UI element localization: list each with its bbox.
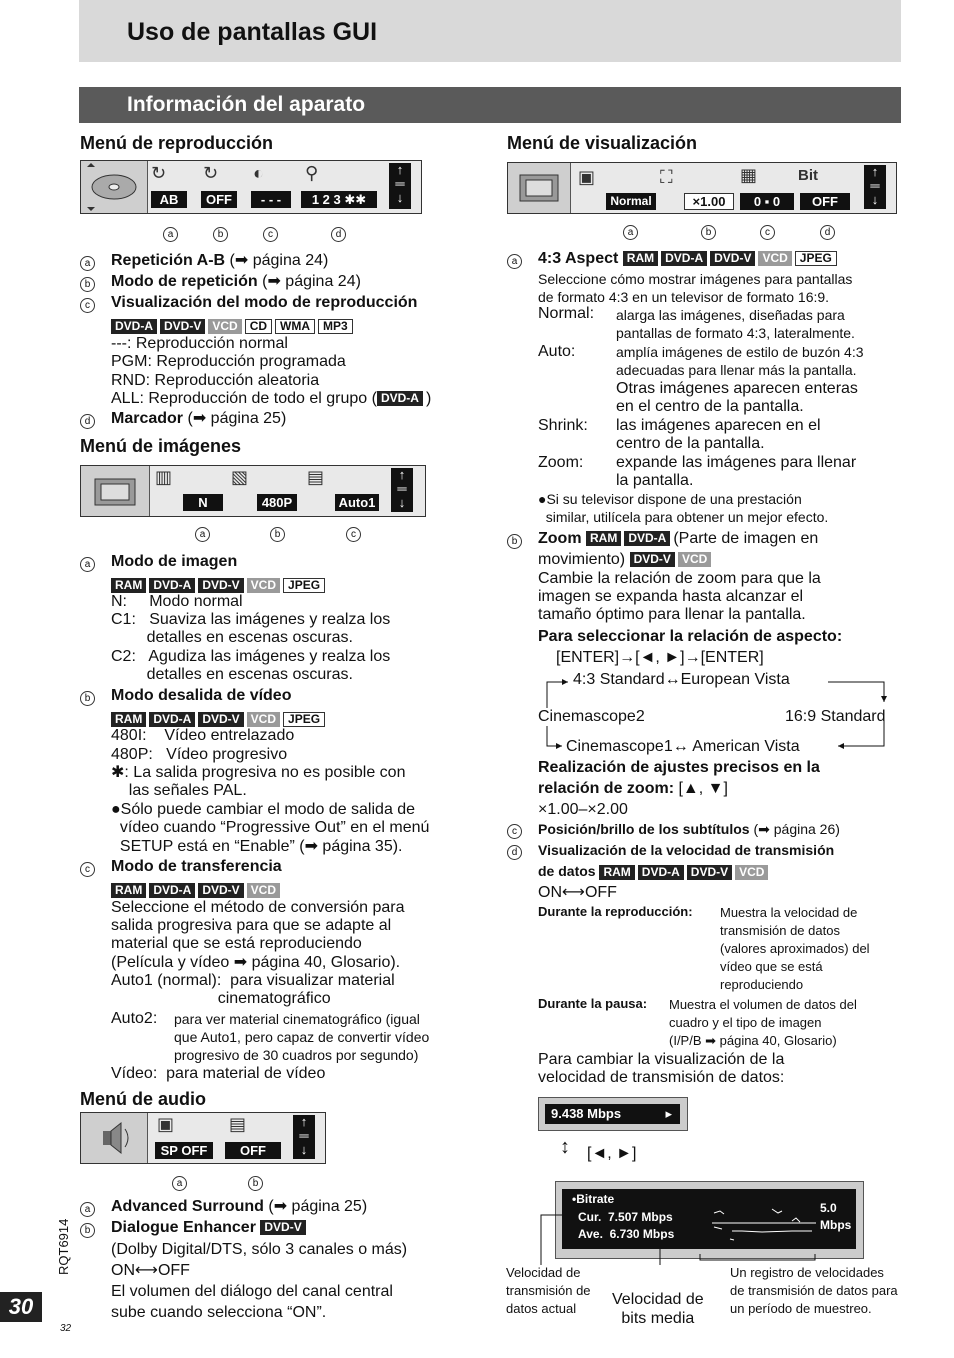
playback-item-c: Visualización del modo de reproducción xyxy=(111,294,418,311)
playback-menu-heading: Menú de reproducción xyxy=(80,133,274,153)
subtitle-icon: ▦ xyxy=(740,165,758,185)
callout-c: c xyxy=(346,527,361,542)
text-line: similar, utilícela para obtener un mejor efecto. xyxy=(538,509,829,525)
bitrate-item: Visualización de la velocidad de transmisión xyxy=(538,842,835,858)
marker-icon: ⚲ xyxy=(305,163,319,183)
text-line: ●Sólo puede cambiar el modo de salida de xyxy=(111,801,416,818)
marker-value[interactable]: 1 2 3 ✱✱ xyxy=(301,191,377,208)
bitrate-item-line2: de datos RAM DVD-A DVD-V VCD xyxy=(538,863,771,880)
text-line: Auto1 (normal): para visualizar material xyxy=(111,972,395,989)
text-line: RND: Reproducción aleatoria xyxy=(111,372,320,389)
callout-d: d xyxy=(331,227,346,242)
surround-value[interactable]: SP OFF xyxy=(155,1142,213,1159)
text-line: Cambie la relación de zoom para que la xyxy=(538,570,821,587)
repeat-icon: ↻ xyxy=(203,163,219,183)
text-line: detalles en escenas oscuras. xyxy=(111,629,353,646)
text-line: las imágenes aparecen en el xyxy=(616,417,821,434)
subtitle-value[interactable]: 0 ▪ 0 xyxy=(740,193,794,210)
repeat-ab-icon: ↻ xyxy=(151,163,167,183)
up-down-icon[interactable]: ↑ ═ ↓ xyxy=(391,468,413,512)
text-line: Otras imágenes aparecen enteras xyxy=(616,380,858,397)
text-line: tamaño óptimo para llenar la pantalla. xyxy=(538,606,806,623)
zoom-item-line2: movimiento) DVD-V VCD xyxy=(538,551,714,570)
caption-log: Un registro de velocidades de transmisión de datos para un período de muestreo. xyxy=(730,1265,898,1316)
play-mode-icon: ◐ xyxy=(253,163,264,183)
item-letter: c xyxy=(80,298,95,313)
dialogue-item: Dialogue Enhancer DVD-V xyxy=(111,1219,309,1238)
text-line: Seleccione cómo mostrar imágenes para pantallas xyxy=(538,271,853,287)
text-line: sube cuando selecciona “ON”. xyxy=(111,1304,327,1321)
text-line: amplía imágenes de estilo de buzón 4:3 xyxy=(616,344,864,360)
small-page-number: 32 xyxy=(60,1323,72,1334)
playback-item-b: Modo de repetición (➡ página 24) xyxy=(111,273,361,290)
caption-current: Velocidad de transmisión de datos actual xyxy=(506,1265,591,1316)
callout-a: a xyxy=(195,527,210,542)
item-letter: d xyxy=(80,414,95,429)
item-letter: c xyxy=(507,824,522,839)
text-line: progresivo de 30 cuadros por segundo) xyxy=(174,1047,419,1063)
picture-mode-value[interactable]: N xyxy=(183,494,223,511)
text-line: ●Si su televisor dispone de una prestación xyxy=(538,491,802,507)
picture-menu-heading: Menú de imágenes xyxy=(80,436,242,456)
text-line: 480I: Vídeo entrelazado xyxy=(111,727,295,744)
callout-b: b xyxy=(270,527,285,542)
select-aspect-title: Para seleccionar la relación de aspecto: xyxy=(538,628,843,645)
text-line: para ver material cinematográfico (igual xyxy=(174,1011,420,1027)
picture-osd xyxy=(80,465,426,517)
fine-adjust-line: relación de zoom: [▲, ▼] xyxy=(538,780,728,797)
callout-c: c xyxy=(263,227,278,242)
text-line: ✱: La salida progresiva no es posible con xyxy=(111,764,406,781)
callout-b: b xyxy=(213,227,228,242)
cycle-row1: 4:3 Standard↔European Vista xyxy=(573,671,790,688)
text-line: Vídeo: para material de vídeo xyxy=(111,1065,326,1082)
text-line: material que se está reproduciendo xyxy=(111,935,362,952)
item-letter: b xyxy=(507,534,522,549)
zoom-value[interactable]: ×1.00 xyxy=(684,193,734,210)
item-letter: d xyxy=(507,845,522,860)
text-line: Seleccione el método de conversión para xyxy=(111,899,405,916)
callout-b: b xyxy=(701,225,716,240)
playback-item-d: Marcador (➡ página 25) xyxy=(111,410,287,427)
video-out-icon: ▧ xyxy=(231,467,249,487)
up-down-icon[interactable]: ↑ ═ ↓ xyxy=(864,165,886,209)
callout-a: a xyxy=(163,227,178,242)
mode-key: Zoom: xyxy=(538,454,584,471)
text-line: vídeo cuando “Progressive Out” en el menú xyxy=(111,819,430,836)
bitrate-small-display[interactable]: 9.438 Mbps ▸ xyxy=(545,1104,680,1124)
bitrate-average: Ave. 6.730 Mbps xyxy=(578,1227,675,1241)
dialogue-value[interactable]: OFF xyxy=(225,1142,281,1159)
text-line: C1: Suaviza las imágenes y realza los xyxy=(111,611,391,628)
section-bar xyxy=(79,87,901,123)
section-title: Información del aparato xyxy=(127,93,366,116)
bitrate-title: •Bitrate xyxy=(572,1192,615,1206)
toggle-keys: [◄, ►] xyxy=(587,1145,637,1162)
transfer-icon: ▤ xyxy=(307,467,325,487)
play-arrow-icon: ▸ xyxy=(665,1106,672,1121)
disc-icon xyxy=(81,161,148,213)
text-line: SETUP está en “Enable” (➡ página 35). xyxy=(111,838,403,855)
cycle-cinemascope2: Cinemascope2 xyxy=(538,708,645,725)
text-line: centro de la pantalla. xyxy=(616,435,765,452)
bitrate-scale: 5.0 xyxy=(820,1201,837,1215)
item-letter: a xyxy=(507,254,522,269)
tag-row: RAM DVD-A DVD-V VCD xyxy=(111,882,283,900)
cycle-row3: Cinemascope1↔ American Vista xyxy=(566,738,800,755)
picture-mode-label: Modo de imagen xyxy=(111,553,238,570)
text-line: de formato 4:3 en un televisor de formato 16:9. xyxy=(538,289,830,305)
text-line: 480P: Vídeo progresivo xyxy=(111,746,288,763)
text-line: C2: Agudiza las imágenes y realza los xyxy=(111,648,391,665)
subtitle-item: Posición/brillo de los subtítulos (➡ página 26) xyxy=(538,821,840,837)
text-line: alarga las imágenes, diseñadas para xyxy=(616,307,845,323)
cycle-169-standard: 16:9 Standard xyxy=(785,708,886,725)
title-bar xyxy=(79,0,901,62)
text-line: cinematográfico xyxy=(111,990,331,1007)
aspect-icon: ▣ xyxy=(578,167,596,187)
bitrate-small-frame xyxy=(538,1097,688,1131)
zoom-icon: ⛶ xyxy=(660,167,673,187)
play-mode-value[interactable]: - - - xyxy=(251,191,291,208)
picture-mode-icon: ▥ xyxy=(155,467,173,487)
transfer-label: Modo de transferencia xyxy=(111,858,282,875)
text-line: (Dolby Digital/DTS, sólo 3 canales o más) xyxy=(111,1241,408,1258)
text-line: adecuadas para llenar más la pantalla. xyxy=(616,362,857,378)
callout-d: d xyxy=(820,225,835,240)
text-line: ON⟷OFF xyxy=(111,1262,190,1279)
tag-row: DVD-A DVD-V VCD CD WMA MP3 xyxy=(111,318,356,336)
tag-row: RAM DVD-A DVD-V VCD JPEG xyxy=(111,577,328,595)
item-letter: b xyxy=(80,691,95,706)
repeat-mode-value[interactable]: OFF xyxy=(201,191,237,208)
text-line: detalles en escenas oscuras. xyxy=(111,666,353,683)
display-icon xyxy=(508,163,571,213)
item-letter: a xyxy=(80,256,95,271)
caption-connectors xyxy=(530,1210,870,1272)
select-aspect-keys: [ENTER]→[◄, ►]→[ENTER] xyxy=(556,649,764,666)
text-line: ALL: Reproducción de todo el grupo ( DVD-A ) xyxy=(111,390,432,407)
video-out-label: Modo desalida de vídeo xyxy=(111,687,292,704)
text-line: que Auto1, pero capaz de convertir vídeo xyxy=(174,1029,430,1045)
callout-a: a xyxy=(623,225,638,240)
playback-item-a: Repetición A-B (➡ página 24) xyxy=(111,252,329,269)
dialogue-icon: ▤ xyxy=(229,1114,247,1134)
text-line: ---: Reproducción normal xyxy=(111,335,288,352)
callout-c: c xyxy=(760,225,775,240)
during-play-label: Durante la reproducción: xyxy=(538,904,693,919)
text-line: velocidad de transmisión de datos: xyxy=(538,1069,785,1086)
callout-b: b xyxy=(248,1176,263,1191)
text-line: la pantalla. xyxy=(616,472,694,489)
aspect-item: 4:3 Aspect RAM DVD-A DVD-V VCD JPEG xyxy=(538,250,840,269)
bitrate-unit: Mbps xyxy=(820,1218,852,1232)
page-number: 30 xyxy=(0,1292,42,1322)
picture-icon xyxy=(81,466,150,516)
aspect-value[interactable]: Normal xyxy=(606,193,656,210)
text-line: N: Modo normal xyxy=(111,593,243,610)
playback-osd xyxy=(80,160,422,214)
repeat-ab-value[interactable]: AB xyxy=(151,191,187,208)
during-play-text: Muestra la velocidad de transmisión de datos (valores aproximados) del vídeo que se está reproduciendo xyxy=(720,905,870,992)
video-out-value[interactable]: 480P xyxy=(257,494,297,511)
bitrate-icon: Bit xyxy=(798,167,818,184)
callout-a: a xyxy=(172,1176,187,1191)
text-line: pantallas de formato 4:3, lateralmente. xyxy=(616,325,855,341)
item-letter: a xyxy=(80,557,95,572)
text-line: expande las imágenes para llenar xyxy=(616,454,857,471)
zoom-item: Zoom RAM DVD-A (Parte de imagen en xyxy=(538,530,819,547)
text-line: en el centro de la pantalla. xyxy=(616,398,804,415)
auto2-label: Auto2: xyxy=(111,1010,158,1027)
up-down-icon[interactable]: ↑ ═ ↓ xyxy=(293,1115,315,1159)
on-off: ON⟷OFF xyxy=(538,884,617,901)
caption-average: Velocidad de bits media xyxy=(612,1291,704,1327)
toggle-arrow-icon: ↕ xyxy=(560,1136,570,1158)
zoom-range: ×1.00–×2.00 xyxy=(538,801,628,818)
item-letter: b xyxy=(80,1223,95,1238)
text-line: imagen se expanda hasta alcanzar el xyxy=(538,588,804,605)
text-line: El volumen del diálogo del canal central xyxy=(111,1283,393,1300)
mode-key: Normal: xyxy=(538,305,595,322)
text-line: (Película y vídeo ➡ página 40, Glosario). xyxy=(111,954,401,971)
mode-key: Auto: xyxy=(538,343,576,360)
mode-key: Shrink: xyxy=(538,417,588,434)
text-line: salida progresiva para que se adapte al xyxy=(111,917,392,934)
up-down-icon[interactable]: ↑ ═ ↓ xyxy=(389,163,411,209)
speaker-icon xyxy=(81,1113,148,1163)
display-osd xyxy=(507,162,897,214)
fine-adjust-title: Realización de ajustes precisos en la xyxy=(538,759,820,776)
page-title: Uso de pantallas GUI xyxy=(127,18,378,46)
audio-osd xyxy=(80,1112,326,1164)
bitrate-current: Cur. 7.507 Mbps xyxy=(578,1210,673,1224)
during-pause-label: Durante la pausa: xyxy=(538,996,648,1011)
tag-row: RAM DVD-A DVD-V VCD JPEG xyxy=(111,711,328,729)
item-letter: c xyxy=(80,862,95,877)
item-letter: b xyxy=(80,277,95,292)
text-line: PGM: Reproducción programada xyxy=(111,353,346,370)
audio-menu-heading: Menú de audio xyxy=(80,1089,206,1109)
item-letter: a xyxy=(80,1202,95,1217)
surround-item: Advanced Surround (➡ página 25) xyxy=(111,1198,368,1215)
display-menu-heading: Menú de visualización xyxy=(507,133,698,153)
during-pause-text: Muestra el volumen de datos del cuadro y el tipo de imagen (I/P/B ➡ página 40, Glosario) xyxy=(669,997,857,1048)
surround-icon: ▣ xyxy=(157,1114,175,1134)
text-line: las señales PAL. xyxy=(111,782,247,799)
transfer-value[interactable]: Auto1 xyxy=(335,494,379,511)
text-line: Para cambiar la visualización de la xyxy=(538,1051,785,1068)
bitrate-value[interactable]: OFF xyxy=(800,193,850,210)
